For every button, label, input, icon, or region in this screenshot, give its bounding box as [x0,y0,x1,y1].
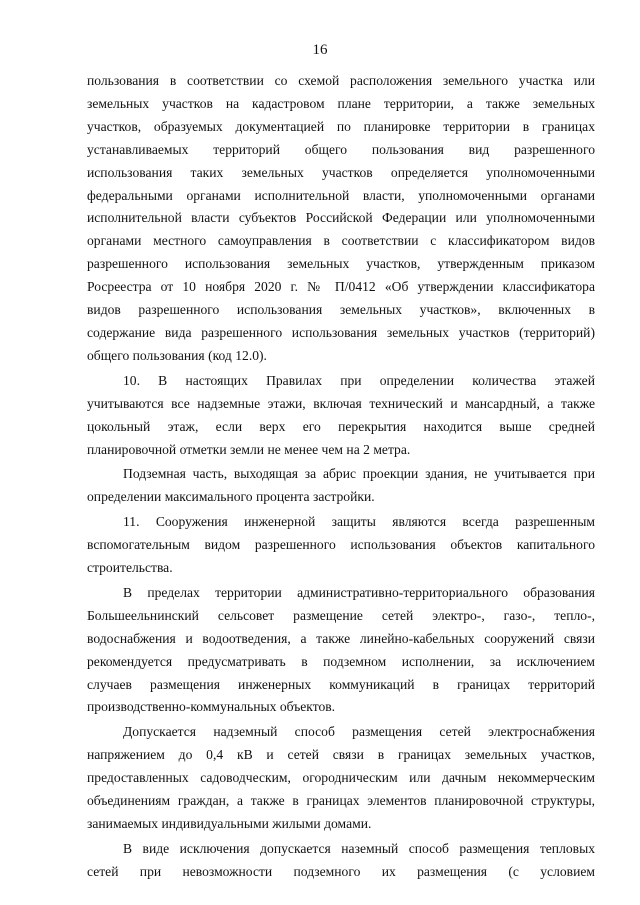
paragraph [87,370,595,462]
text-line: земельных участков на кадастровом плане территории, а также земельных [87,95,595,111]
text-line: предоставленных садоводческим, огородническим или дачным некоммерческим [87,770,595,786]
text-line: определении максимального процента застройки. [87,489,375,505]
text-line: напряжением до 0,4 кВ и сетей связи в границах земельных участков, [87,747,595,763]
text-line: видов разрешенного использования земельных участков», включенных в [87,302,595,318]
text-line: участков, образуемых документацией по планировке территории в границах [87,118,595,134]
text-line: учитываются все надземные этажи, включая технический и мансардный, а также [87,395,595,411]
paragraph [87,511,595,580]
text-line: 11. Сооружения инженерной защиты являются всегда разрешенным [123,514,595,530]
paragraph [87,721,595,836]
text-line: цокольный этаж, если верх его перекрытия находится выше средней [87,418,595,434]
text-line: водоснабжения и водоотведения, а также линейно-кабельных сооружений связи [87,630,595,646]
text-line: занимаемых индивидуальными жилыми домами. [87,816,372,831]
text-line: исполнительной власти субъектов Российской Федерации или уполномоченными [87,210,595,226]
text-line: органами местного самоуправления в соответствии с классификатором видов [87,233,595,249]
text-line: пользования в соответствии со схемой расположения земельного участка или [87,73,595,88]
text-line: содержание вида разрешенного использования земельных участков (территорий) [87,324,595,340]
text-line: сетей при невозможности подземного их размещения (с условием [87,863,595,879]
text-line: случаев размещения инженерных коммуникаций в границах территорий [87,676,595,692]
text-line: Допускается надземный способ размещения сетей электроснабжения [123,724,595,740]
document-body [87,70,595,886]
page-number: 16 [312,42,328,58]
text-line: Подземная часть, выходящая за абрис проекции здания, не учитывается при [123,466,595,482]
text-line: В пределах территории административно-территориального образования [123,584,595,600]
paragraph [87,582,595,719]
text-line: производственно-коммунальных объектов. [87,699,336,715]
text-line: 10. В настоящих Правилах при определении количества этажей [123,372,595,388]
text-line: строительства. [87,560,173,576]
text-line: общего пользования (код 12.0). [87,347,267,363]
text-line: рекомендуется предусматривать в подземном исполнении, за исключением [87,653,595,669]
text-line: федеральными органами исполнительной власти, уполномоченными органами [87,187,595,203]
text-line: разрешенного использования земельных участков, утвержденным приказом [87,256,595,272]
text-line: Большеельнинский сельсовет размещение сетей электро-, газо-, тепло-, [87,607,595,623]
text-line: устанавливаемых территорий общего пользования вид разрешенного [87,141,595,157]
paragraph [87,838,595,884]
text-line: В виде исключения допускается наземный способ размещения тепловых [123,840,595,856]
paragraph [87,463,595,509]
text-line: вспомогательным видом разрешенного использования объектов капитального [87,537,595,553]
text-line: Росреестра от 10 ноября 2020 г. № П/0412 «Об утверждении классификатора [87,279,595,295]
text-line: использования таких земельных участков определяется уполномоченными [87,164,595,180]
text-line: планировочной отметки земли не менее чем на 2 метра. [87,441,411,457]
paragraph [87,70,595,368]
text-line: объединениям граждан, а также в границах элементов планировочной структуры, [87,793,595,809]
